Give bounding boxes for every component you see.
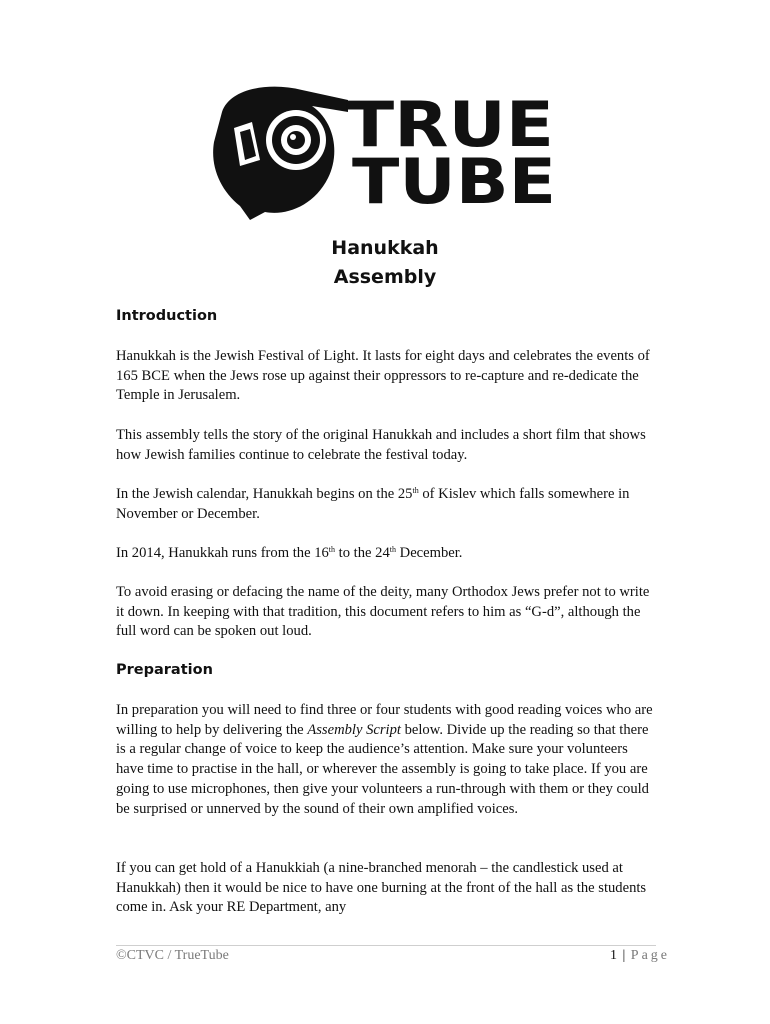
intro-paragraph-4: [116, 544, 656, 564]
intro-p4-ordinal-1: th: [328, 545, 336, 554]
intro-p3-ordinal: th: [412, 486, 419, 495]
prep-p1-text-b: below. Divide up the reading so that there is a regular change of voice to keep the audience’s attention. Make sure your volunteers have time to practise in the hall, or wherever the assembly is going to take place. If you are going to use microphones, then give your volunteers a run-through with them or they could be surprised or unnerved by the sound of their own amplified voices.: [116, 721, 649, 817]
logo-ear-icon: [213, 87, 348, 220]
prep-p1-text-a: In preparation you will need to find three or four students with good reading voices who are willing to help by delivering the: [116, 702, 653, 738]
intro-paragraph-2: This assembly tells the story of the original Hanukkah and includes a short film that shows how Jewish families continue to celebrate the festival today.: [116, 427, 646, 463]
intro-p4-text-b: to the 24: [335, 545, 390, 561]
footer-copyright: ©CTVC / TrueTube: [116, 948, 229, 963]
document-title-line-2: Assembly: [333, 266, 437, 288]
intro-p4-text-a: In 2014, Hanukkah runs from the 16: [116, 545, 329, 561]
intro-p3-text-b: of Kislev which falls somewhere in November or December.: [116, 486, 630, 522]
footer-page-indicator: [610, 948, 670, 964]
prep-paragraph-2: If you can get hold of a Hanukkiah (a nine-branched menorah – the candlestick used at Hanukkah) then it would be nice to have one burning at the front of the hall as the students come in. Ask your RE Department, any: [116, 860, 647, 916]
introduction-heading: Introduction: [116, 308, 218, 324]
preparation-heading: Preparation: [116, 662, 213, 678]
document-title-line-1: Hanukkah: [331, 237, 439, 259]
logo-text-tube: TUBE: [352, 145, 556, 218]
logo-text-true: TRUE: [346, 88, 554, 161]
intro-paragraph-3: [116, 485, 656, 524]
page-label: Page: [630, 948, 670, 963]
assembly-script-reference: Assembly Script: [307, 721, 401, 738]
intro-paragraph-5: To avoid erasing or defacing the name of the deity, many Orthodox Jews prefer not to write it down. In keeping with that tradition, this document refers to him as “G-d”, although the full word can be spoken out loud.: [116, 584, 650, 640]
truetube-logo: [210, 82, 560, 220]
footer-divider: [116, 945, 656, 946]
page-separator: |: [622, 948, 626, 963]
intro-p4-ordinal-2: th: [389, 545, 396, 554]
intro-p4-text-c: December.: [396, 545, 463, 561]
page-number: 1: [609, 948, 617, 963]
intro-p3-text-a: In the Jewish calendar, Hanukkah begins on the 25: [116, 486, 413, 502]
prep-paragraph-1: [116, 701, 656, 819]
intro-paragraph-1: Hanukkah is the Jewish Festival of Light. It lasts for eight days and celebrates the events of 165 BCE when the Jews rose up against their oppressors to re-capture and re-dedicate the Temple in Jerusalem.: [116, 348, 650, 404]
